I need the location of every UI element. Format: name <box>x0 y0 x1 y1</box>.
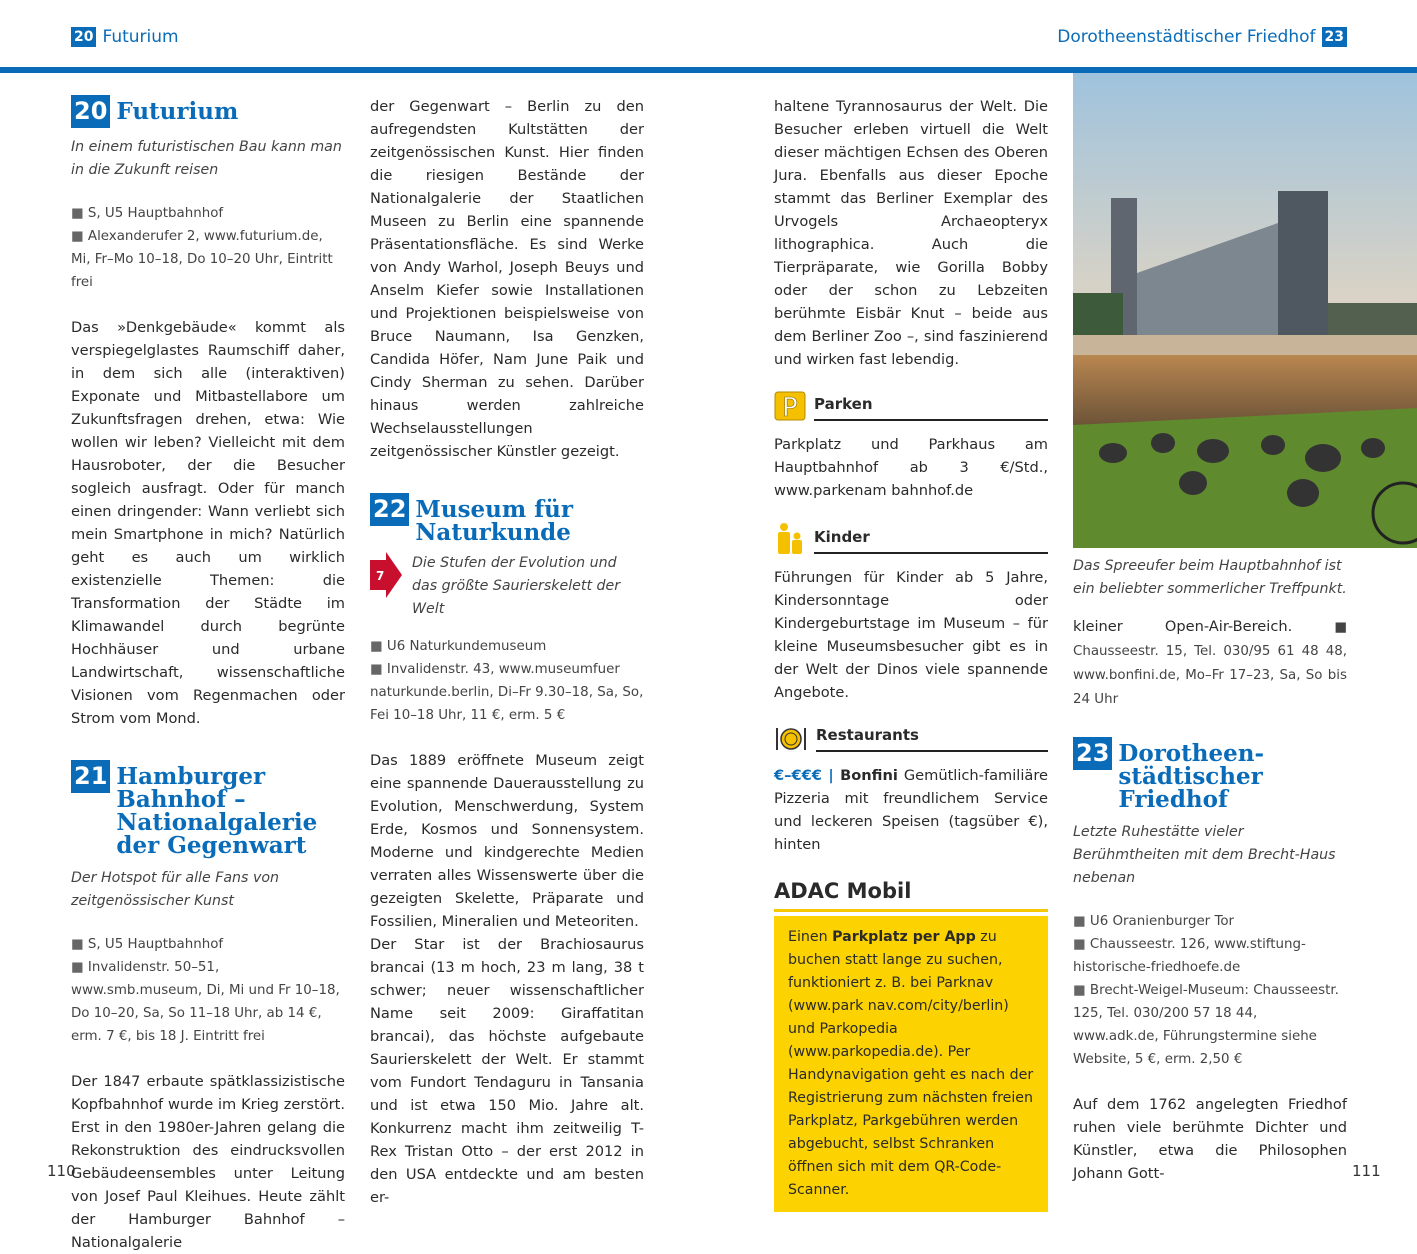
section-subtitle: Letzte Ruhestätte vieler Berühmtheiten mit dem Brecht-Haus nebenan <box>1073 824 1336 886</box>
column-4 <box>1073 555 1347 1185</box>
info-line: ■ S, U5 Hauptbahnhof <box>71 202 345 225</box>
section-title: Hamburger Bahnhof – Nationalgalerie der Gegenwart <box>116 763 318 859</box>
running-head-title: Futurium <box>102 27 179 47</box>
section-20-heading <box>71 95 345 128</box>
section-info <box>370 635 644 727</box>
photo-spreeufer <box>1073 73 1417 548</box>
section-number: 22 <box>370 493 409 526</box>
section-info <box>71 202 345 294</box>
parken-text: Parkplatz und Parkhaus am Hauptbahnhof ab 3 €/Std., www.parkenam bahnhof.de <box>774 436 1048 499</box>
restaurant-continued <box>1073 615 1347 711</box>
body-text: Der 1847 erbaute spätklassizistische Kopfbahnhof wurde im Krieg zerstört. Erst in den 1980er-Jahren gelang die Rekonstruktion des eindrucksvollen Gebäudeensembles unter Leitung von Josef Paul Kleihues. Heute zählt der Hamburger Bahnhof – Nationalgalerie <box>71 1073 345 1251</box>
subtitle-row <box>370 552 644 621</box>
info-line: ■ S, U5 Hauptbahnhof <box>71 933 345 956</box>
restaurant-entry <box>774 764 1048 856</box>
body-text: haltene Tyrannosaurus der Welt. Die Besucher erleben virtuell die Welt dieser mächtigen Echsen des Oberen Jura. Ebenfalls aus dieser Epoche stammt das Berliner Exemplar des Urvogels Archaeopteryx lithographica. Auch die Tierpräparate, wie Gorilla Bobby oder der schon zu Lebzeiten berühmte Eisbär Knut – beide aus dem Berliner Zoo –, sind faszinierend und wirken fast lebendig. <box>774 98 1048 368</box>
restaurant-text: Gemütlich-familiäre Pizzeria mit freundlichem Service und leckeren Speisen (tagsüber €), hinten <box>774 767 1049 853</box>
body-text: der Gegenwart – Berlin zu den aufregendsten Kultstätten der zeitgenössischen Kunst. Hier finden die riesigen Bestände der Nationalgalerie der Staatlichen Museen zu Berlin eine spannende Präsentationsfläche. Es sind Werke von Andy Warhol, Joseph Beuys und Anselm Kiefer sowie Installationen und Projektionen beispielsweise von Bruce Naumann, Isa Genzken, Candida Höfer, Nam June Paik und Cindy Sherman zu sehen. Darüber hinaus werden zahlreiche Wechselausstellungen zeitgenössischer Künstler gezeigt. <box>370 98 644 460</box>
column-1 <box>71 95 345 1254</box>
page-number-right: 111 <box>1352 1162 1381 1180</box>
section-title: Futurium <box>116 98 239 125</box>
section-number: 20 <box>71 27 96 47</box>
info-line: ■ U6 Naturkundemuseum <box>370 635 644 658</box>
running-head-left <box>71 27 179 47</box>
section-number: 21 <box>71 760 110 793</box>
adac-bold: Parkplatz per App <box>832 929 976 945</box>
column-2 <box>370 95 644 1209</box>
info-line: ■ Alexanderufer 2, www.futurium.de, Mi, Fr–Mo 10–18, Do 10–20 Uhr, Eintritt frei <box>71 225 345 294</box>
section-title: Museum für Naturkunde <box>415 496 573 546</box>
parken-label: Parken <box>814 393 1048 421</box>
adac-text: zu buchen statt lange zu suchen, funktioniert z. B. bei Parknav (www.park nav.com/city/berlin) und Parkopedia (www.parkopedia.de). Per Handynavigation geht es nach der Registrierung zum nächsten freien Parkplatz, Parkgebühren werden abgebucht, selbst Schranken öffnen sich mit dem QR-Code-Scanner. <box>788 929 1034 1198</box>
restaurant-name: Bonfini <box>840 767 898 784</box>
restaurants-heading <box>774 724 1048 752</box>
kinder-text: Führungen für Kinder ab 5 Jahre, Kindersonntage oder Kindergeburtstage im Museum – für kleine Museumsbesucher gibt es in der Welt der Dinos viele spannende Angebote. <box>774 569 1048 701</box>
body-text: Auf dem 1762 angelegten Friedhof ruhen viele berühmte Dichter und Künstler, etwa die Philosophen Johann Gott- <box>1073 1096 1347 1182</box>
info-line: ■ Chausseestr. 126, www.stiftung-historische-friedhoefe.de <box>1073 933 1347 979</box>
svg-text:P: P <box>782 393 798 421</box>
parking-icon <box>774 391 806 421</box>
adac-box <box>774 916 1048 1212</box>
page-number-left: 110 <box>47 1162 76 1180</box>
section-info <box>1073 910 1347 1071</box>
section-subtitle: In einem futuristischen Bau kann man in die Zukunft reisen <box>71 139 342 178</box>
section-subtitle: Die Stufen der Evolution und das größte Saurierskelett der Welt <box>412 555 621 617</box>
adac-heading: ADAC Mobil <box>774 880 1048 912</box>
photo-caption: Das Spreeufer beim Hauptbahnhof ist ein beliebter sommerlicher Treffpunkt. <box>1073 558 1347 597</box>
info-line: ■ Invalidenstr. 43, www.museumfuer naturkunde.berlin, Di–Fr 9.30–18, Sa, So, Fei 10–18 Uhr, 11 €, erm. 5 € <box>370 658 644 727</box>
section-info <box>71 933 345 1048</box>
kinder-label: Kinder <box>814 526 1048 554</box>
section-23-heading <box>1073 737 1347 811</box>
info-line: ■ Invalidenstr. 50–51, www.smb.museum, Di, Mi und Fr 10–18, Do 10–20, Sa, So 11–18 Uhr, ab 14 €, erm. 7 €, bis 18 J. Eintritt frei <box>71 956 345 1048</box>
restaurant-info-text: Chausseestr. 15, Tel. 030/95 61 48 48, www.bonfini.de, Mo–Fr 17–23, Sa, So bis 24 Uhr <box>1073 644 1347 707</box>
kinder-heading <box>774 522 1048 554</box>
price-range: €–€€€ | <box>774 767 841 784</box>
section-number: 23 <box>1322 27 1347 47</box>
column-3 <box>774 95 1048 1212</box>
running-head-right <box>1057 27 1347 47</box>
section-21-heading <box>71 760 345 857</box>
parken-heading <box>774 391 1048 421</box>
family-icon <box>774 522 806 554</box>
map-reference-number: 7 <box>376 569 385 583</box>
body-text: Das »Denkgebäude« kommt als verspiegelglastes Raumschiff daher, in dem sich alle (interaktiven) Exponate und Mitbastellabore um Zukunftsfragen drehen, etwa: Wie wollen wir leben? Vielleicht mit dem Hausroboter, der die Besucher sogleich ausfragt. Oder für manch einen dringender: Wann verliebt sich mein Smartphone in mich? Natürlich geht es auch um wirklich existenzielle Themen: die Transformation der Städte im Klimawandel durch begrünte Hochhäuser und urbane Landwirtschaft, wissenschaftliche Visionen vom Regenmachen oder Strom vom Mond. <box>71 319 345 727</box>
restaurant-icon <box>774 726 808 752</box>
restaurant-info: ■ Chausseestr. 15, Tel. 030/95 61 48 48, www.bonfini.de, Mo–Fr 17–23, Sa, So bis 24 Uhr <box>1073 620 1347 707</box>
restaurants-label: Restaurants <box>816 724 1048 752</box>
running-head-title: Dorotheenstädtischer Friedhof <box>1057 27 1316 47</box>
info-line: ■ U6 Oranienburger Tor <box>1073 910 1347 933</box>
body-text: Der Star ist der Brachiosaurus brancai (13 m hoch, 23 m lang, 38 t schwer; neuer wissenschaftlicher Name seit 2009: Giraffatitan brancai), das höchste aufgebaute Saurierskelett der Welt. Er stammt vom Fundort Tendaguru in Tansania und ist etwa 150 Mio. Jahre alt. Konkurrenz macht ihm zeitweilig T-Rex Tristan Otto – der erst 2012 in den USA entdeckte und am besten er- <box>370 936 644 1206</box>
map-reference-arrow-icon <box>370 552 402 598</box>
adac-text: Einen <box>788 929 833 945</box>
info-line: ■ Brecht-Weigel-Museum: Chausseestr. 125, Tel. 030/200 57 18 44, www.adk.de, Führungstermine siehe Website, 5 €, erm. 2,50 € <box>1073 979 1347 1071</box>
section-title: Dorotheen-städtischer Friedhof <box>1118 740 1265 813</box>
restaurant-text: kleiner Open-Air-Bereich. <box>1073 618 1335 635</box>
section-subtitle: Der Hotspot für alle Fans von zeitgenössischer Kunst <box>71 870 280 909</box>
body-text: Das 1889 eröffnete Museum zeigt eine spannende Dauerausstellung zu Evolution, Menschwerdung, System Erde, Kosmos und Sonnensystem. Moderne und kindgerechte Medien verraten alles Wissenswerte über die gezeigten Skelette, Präparate und Fossilien, Mineralien und Meteoriten. <box>370 752 644 930</box>
section-22-heading <box>370 493 644 544</box>
section-number: 20 <box>71 95 110 128</box>
section-number: 23 <box>1073 737 1112 770</box>
